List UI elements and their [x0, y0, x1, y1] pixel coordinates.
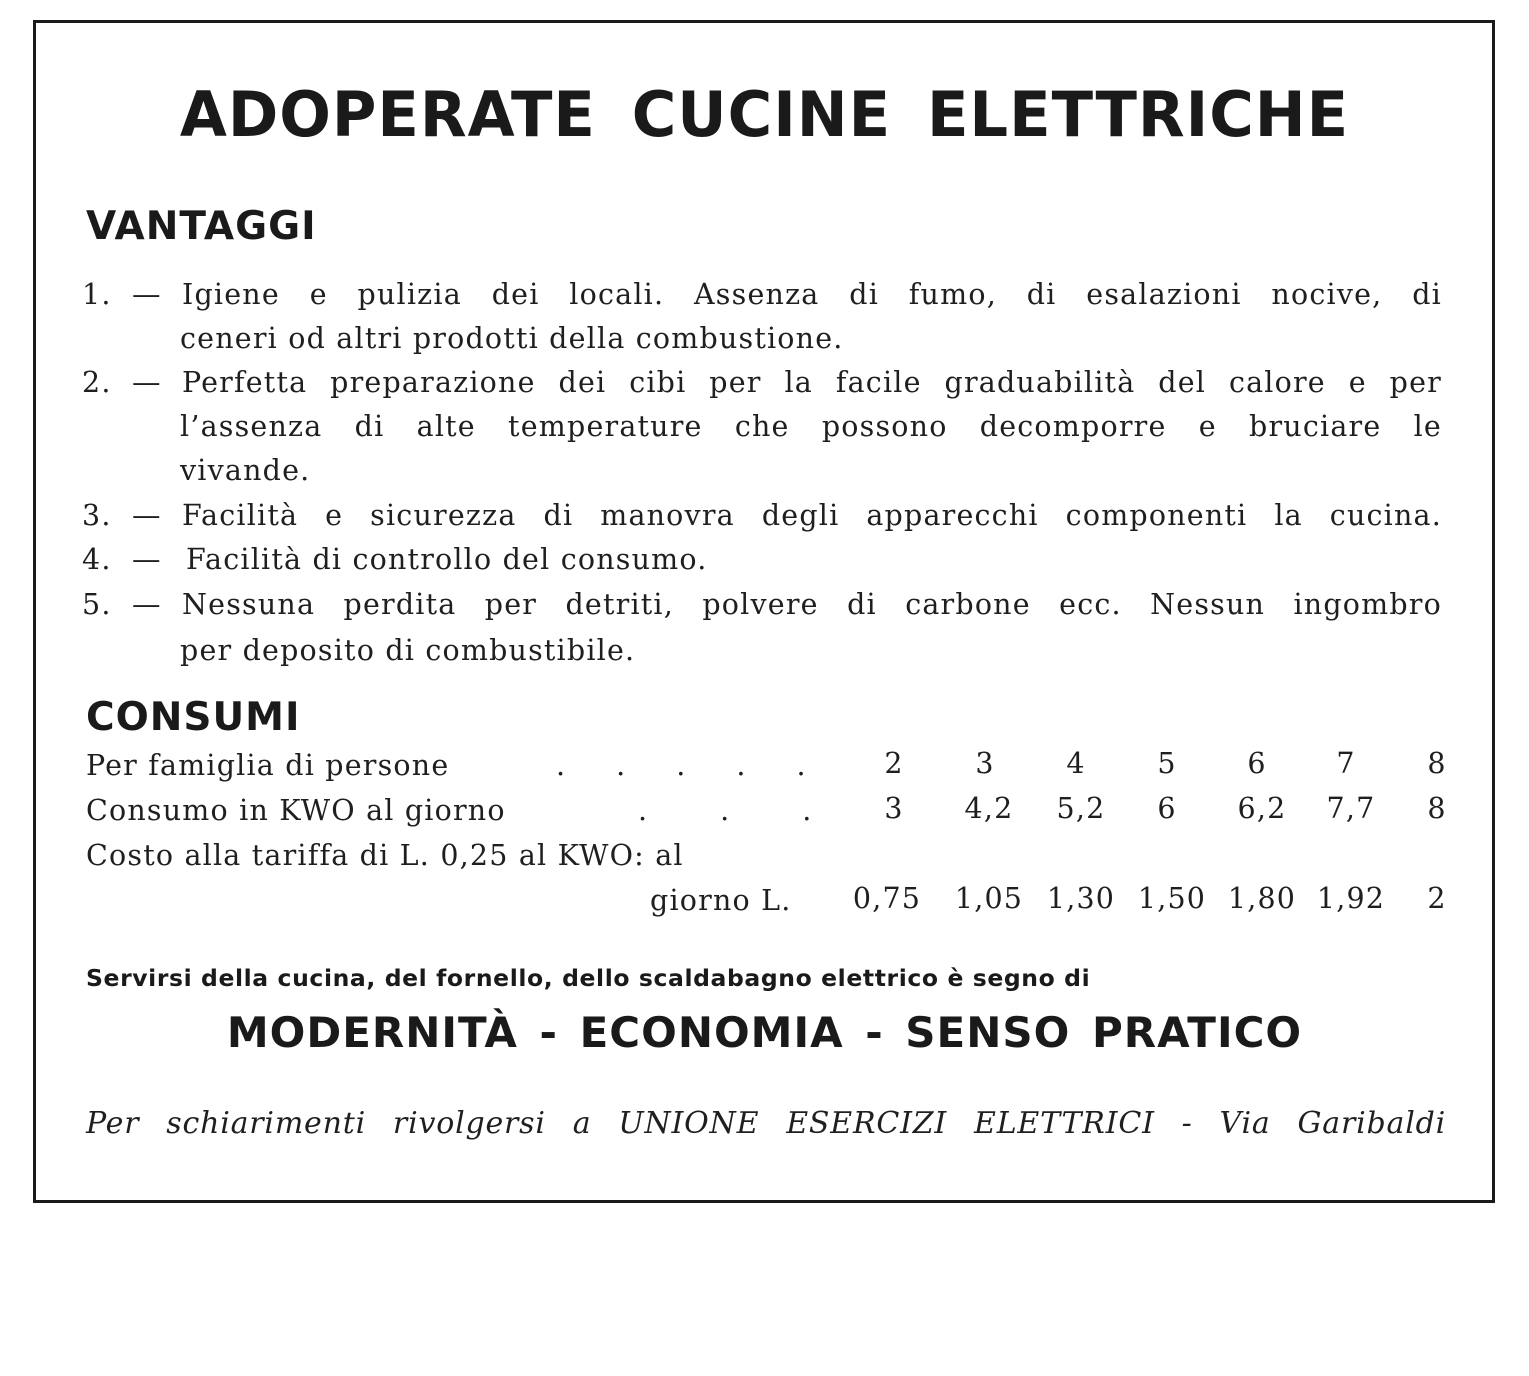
list-item-number: 3. [82, 499, 112, 532]
table-cell: 3 [884, 792, 904, 825]
list-item-text: Perfetta preparazione dei cibi per la facile graduabilità del calore e per [182, 366, 1442, 399]
list-item-text: Facilità e sicurezza di manovra degli apparecchi componenti la cucina. [182, 499, 1442, 532]
table-cell: 8 [1427, 747, 1447, 780]
table-cell: 3 [975, 747, 995, 780]
table-row-label-continued: giorno L. [650, 884, 792, 917]
table-cell: 7,7 [1326, 792, 1376, 825]
table-cell: 1,92 [1316, 882, 1386, 915]
list-item-dash: — [132, 543, 162, 576]
table-cell: 2 [1427, 882, 1447, 915]
list-item-dash: — [132, 588, 162, 621]
list-item-number: 5. [82, 588, 112, 621]
table-cell: 8 [1427, 792, 1447, 825]
table-row-label: Per famiglia di persone [86, 749, 450, 782]
list-item-number: 2. [82, 366, 112, 399]
table-cell: 1,05 [954, 882, 1024, 915]
slogan: MODERNITÀ - ECONOMIA - SENSO PRATICO [226, 1008, 1303, 1057]
page-title: ADOPERATE CUCINE ELETTRICHE [179, 78, 1350, 151]
slogan-intro: Servirsi della cucina, del fornello, dello scaldabagno elettrico è segno di [86, 964, 1091, 992]
list-item-text: l’assenza di alte temperature che possono decomporre e bruciare le [180, 410, 1442, 443]
section-heading-vantaggi: VANTAGGI [86, 204, 317, 249]
table-cell: 1,50 [1137, 882, 1207, 915]
list-item-dash: — [132, 278, 162, 311]
table-cell: 0,75 [852, 882, 922, 915]
list-item-text: Igiene e pulizia dei locali. Assenza di fumo, di esalazioni nocive, di [182, 278, 1442, 311]
list-item-dash: — [132, 366, 162, 399]
footer-contact: Per schiarimenti rivolgersi a UNIONE ESERCIZI ELETTRICI - Via Garibaldi [86, 1106, 1446, 1141]
table-cell: 5 [1157, 747, 1177, 780]
section-heading-consumi: CONSUMI [86, 695, 301, 740]
list-item-text: ceneri od altri prodotti della combustione. [180, 322, 844, 355]
list-item-number: 1. [82, 278, 112, 311]
list-item-number: 4. [82, 543, 112, 576]
table-row-leader-dots: . . . [638, 794, 812, 827]
table-cell: 1,80 [1227, 882, 1297, 915]
table-cell: 6 [1157, 792, 1177, 825]
table-row-leader-dots: . . . . . [556, 749, 806, 782]
list-item-dash: — [132, 499, 162, 532]
list-item-text: Facilità di controllo del consumo. [186, 543, 708, 576]
table-cell: 5,2 [1056, 792, 1106, 825]
table-cell: 4 [1066, 747, 1086, 780]
table-cell: 4,2 [964, 792, 1014, 825]
list-item-text: per deposito di combustibile. [180, 634, 636, 667]
table-row-label: Costo alla tariffa di L. 0,25 al KWO: al [86, 839, 684, 872]
list-item-text: vivande. [180, 454, 311, 487]
table-cell: 2 [884, 747, 904, 780]
table-cell: 6,2 [1237, 792, 1287, 825]
list-item-text: Nessuna perdita per detriti, polvere di carbone ecc. Nessun ingombro [182, 588, 1442, 621]
table-row-label: Consumo in KWO al giorno [86, 794, 506, 827]
table-cell: 6 [1247, 747, 1267, 780]
table-cell: 7 [1336, 747, 1356, 780]
table-cell: 1,30 [1046, 882, 1116, 915]
